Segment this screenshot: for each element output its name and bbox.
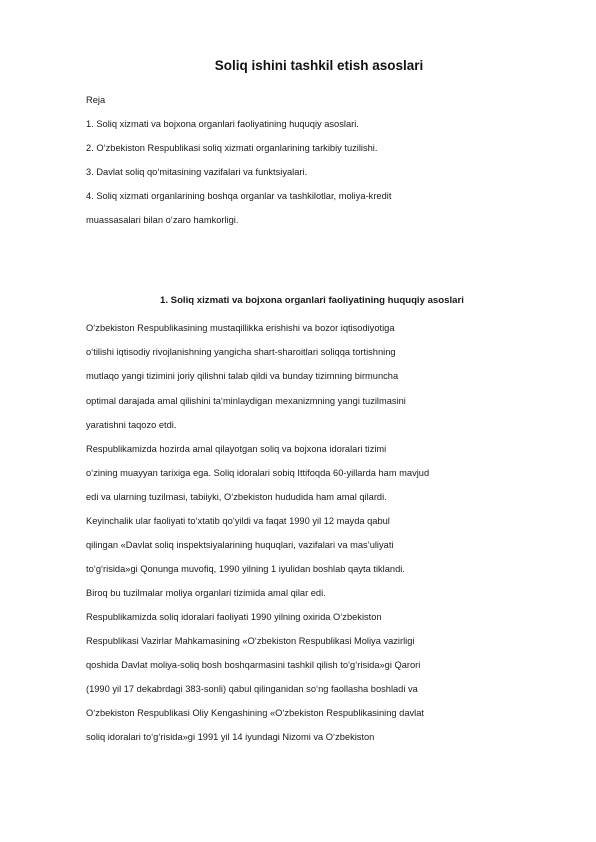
body-line: to‘g‘risida»gi Qonunga muvofiq, 1990 yilning 1 iyulidan boshlab qayta tiklandi. (86, 564, 405, 574)
body-line: optimal darajada amal qilishini ta‘minlaydigan mexanizmning yangi tuzilmasini (86, 396, 406, 406)
plan-item-continuation: muassasalari bilan o‘zaro hamkorligi. (86, 215, 239, 225)
plan-item: 2. O‘zbekiston Respublikasi soliq xizmati organlarining tarkibiy tuzilishi. (86, 143, 378, 153)
body-line: qilingan «Davlat soliq inspektsiyalarining huquqlari, vazifalari va mas’uliyati (86, 540, 394, 550)
body-line: Biroq bu tuzilmalar moliya organlari tizimida amal qilar edi. (86, 588, 326, 598)
plan-label: Reja (86, 95, 106, 105)
body-line: Respublikamizda soliq idoralari faoliyati 1990 yilning oxirida O‘zbekiston (86, 612, 382, 622)
plan-item: 4. Soliq xizmati organlarining boshqa organlar va tashkilotlar, moliya-kredit (86, 191, 392, 201)
body-line: (1990 yil 17 dekabrdagi 383-sonli) qabul qilinganidan so‘ng faollasha boshladi va (86, 684, 418, 694)
body-line: mutlaqo yangi tizimini joriy qilishni talab qildi va bunday tizimning birmuncha (86, 371, 399, 381)
plan-item: 1. Soliq xizmati va bojxona organlari faoliyatining huquqiy asoslari. (86, 119, 359, 129)
body-line: Respublikasi Vazirlar Mahkamasining «O‘zbekiston Respublikasi Moliya vazirligi (86, 636, 415, 646)
body-line: o‘tilishi iqtisodiy rivojlanishning yangicha shart-sharoitlari soliqqa tortishning (86, 347, 396, 357)
body-line: O‘zbekiston Respublikasi Oliy Kengashining «O‘zbekiston Respublikasining davlat (86, 708, 424, 718)
body-line: O‘zbekiston Respublikasining mustaqillikka erishishi va bozor iqtisodiyotiga (86, 323, 395, 333)
body-line: Respublikamizda hozirda amal qilayotgan soliq va bojxona idoralari tizimi (86, 444, 387, 454)
document-title: Soliq ishini tashkil etish asoslari (214, 58, 424, 73)
section-heading: 1. Soliq xizmati va bojxona organlari faoliyatining huquqiy asoslari (160, 295, 464, 306)
body-line: o‘zining muayyan tarixiga ega. Soliq idoralari sobiq Ittifoqda 60-yillarda ham mavjud (86, 468, 430, 478)
plan-item: 3. Davlat soliq qo‘mitasining vazifalari va funktsiyalari. (86, 167, 308, 177)
body-line: edi va ularning tuzilmasi, tabiiyki, O‘zbekiston hududida ham amal qilardi. (86, 492, 387, 502)
body-line: Keyinchalik ular faoliyati to‘xtatib qo‘yildi va faqat 1990 yil 12 mayda qabul (86, 516, 390, 526)
body-line: qoshida Davlat moliya-soliq bosh boshqarmasini tashkil qilish to‘g‘risida»gi Qarori (86, 660, 421, 670)
body-line: soliq idoralari to‘g‘risida»gi 1991 yil 14 iyundagi Nizomi va O‘zbekiston (86, 732, 375, 742)
body-line: yaratishni taqozo etdi. (86, 420, 177, 430)
